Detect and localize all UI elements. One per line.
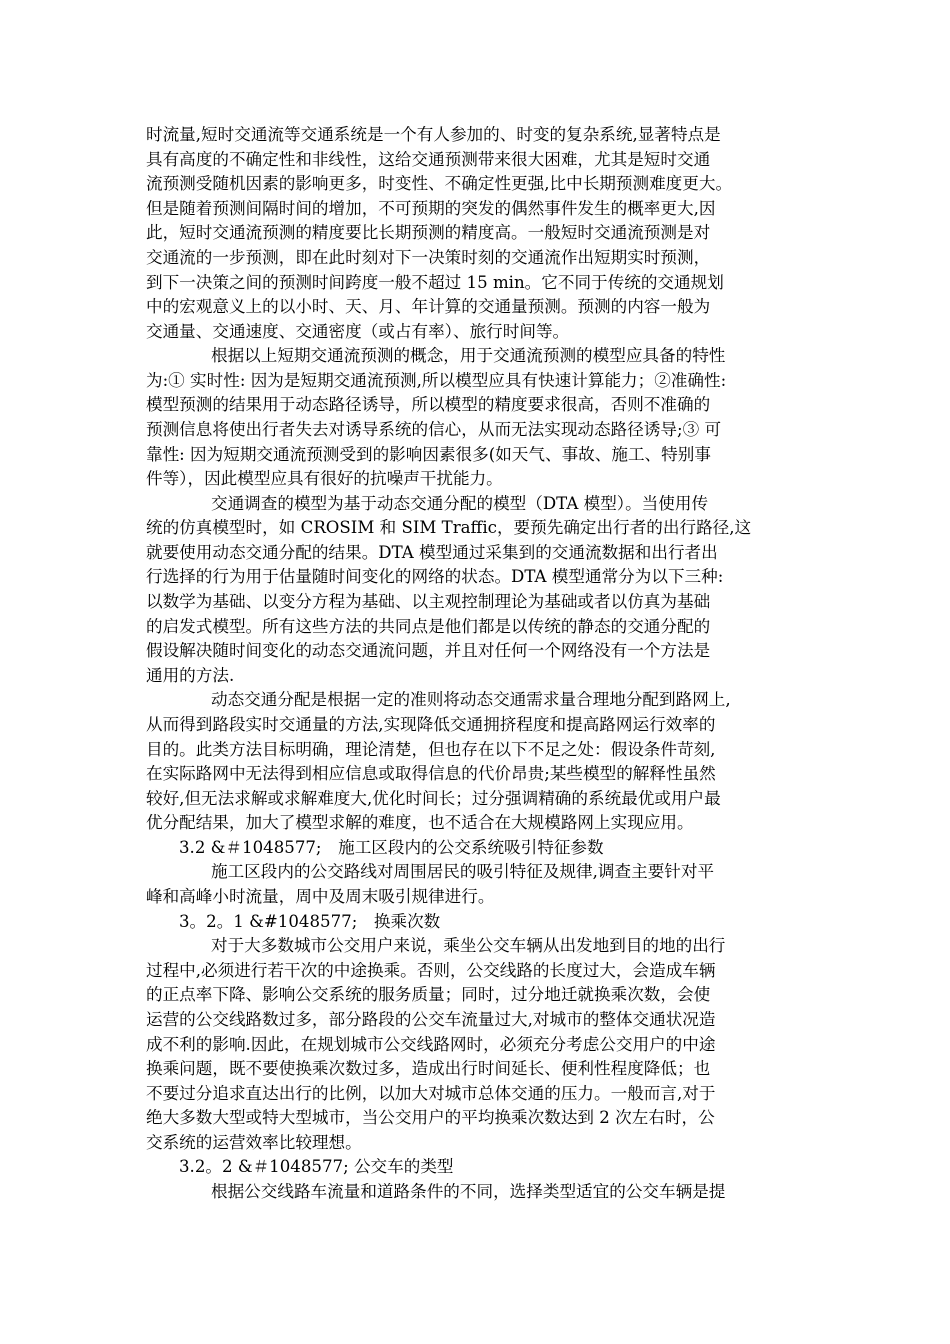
text-line: 流预测受随机因素的影响更多，时变性、不确定性更强,比中长期预测难度更大。 [146,174,733,193]
text-line: 具有高度的不确定性和非线性，这给交通预测带来很大困难，尤其是短时交通 [146,150,711,169]
text-line: 交系统的运营效率比较理想。 [146,1133,362,1152]
paragraph-first-line: 对于大多数城市公交用户来说，乘坐公交车辆从出发地到目的地的出行 [211,936,726,955]
text-line: 靠性: 因为短期交通流预测受到的影响因素很多(如天气、事故、施工、特别事 [146,445,711,464]
text-line: 的正点率下降、影响公交系统的服务质量；同时，过分地迁就换乘次数，会使 [146,985,711,1004]
text-line: 但是随着预测间隔时间的增加，不可预期的突发的偶然事件发生的概率更大,因 [146,199,716,218]
text-line: 模型预测的结果用于动态路径诱导，所以模型的精度要求很高，否则不准确的 [146,395,711,414]
text-line: 不要过分追求直达出行的比例，以加大对城市总体交通的压力。一般而言,对于 [146,1084,716,1103]
text-line: 件等），因此模型应具有很好的抗噪声干扰能力。 [146,469,503,488]
text-line: 为:① 实时性: 因为是短期交通流预测,所以模型应具有快速计算能力；②准确性: [146,371,727,390]
text-line: 就要使用动态交通分配的结果。DTA 模型通过采集到的交通流数据和出行者出 [146,543,718,562]
paragraph-first-line: 施工区段内的公交路线对周围居民的吸引特征及规律,调查主要针对平 [211,862,715,881]
text-line: 此，短时交通流预测的精度要比长期预测的精度高。一般短时交通流预测是对 [146,223,711,242]
text-line: 到下一决策之间的预测时间跨度一般不超过 15 min。它不同于传统的交通规划 [146,273,724,292]
text-line: 时流量,短时交通流等交通系统是一个有人参加的、时变的复杂系统,显著特点是 [146,125,721,144]
paragraph-first-line: 交通调查的模型为基于动态交通分配的模型（DTA 模型）。当使用传 [211,494,709,513]
text-line: 在实际路网中无法得到相应信息或取得信息的代价昂贵;某些模型的解释性虽然 [146,764,716,783]
text-line: 绝大多数大型或特大型城市，当公交用户的平均换乘次数达到 2 次左右时，公 [146,1108,715,1127]
text-line: 峰和高峰小时流量，周中及周末吸引规律进行。 [146,887,495,906]
text-line: 以数学为基础、以变分方程为基础、以主观控制理论为基础或者以仿真为基础 [146,592,711,611]
text-line: 统的仿真模型时，如 CROSIM 和 SIM Traffic，要预先确定出行者的出行路径,这 [146,518,752,537]
paragraph-first-line: 动态交通分配是根据一定的准则将动态交通需求量合理地分配到路网上, [211,690,731,709]
text-line: 优分配结果，加大了模型求解的难度，也不适合在大规模路网上实现应用。 [146,813,694,832]
section-heading: 3.2 &＃1048577; 施工区段内的公交系统吸引特征参数 [179,838,604,857]
text-line: 过程中,必须进行若干次的中途换乘。否则，公交线路的长度过大，会造成车辆 [146,961,716,980]
text-line: 成不利的影响.因此，在规划城市公交线路网时，必须充分考虑公交用户的中途 [146,1035,716,1054]
text-line: 的启发式模型。所有这些方法的共同点是他们都是以传统的静态的交通分配的 [146,617,711,636]
text-line: 目的。此类方法目标明确，理论清楚，但也存在以下不足之处：假设条件苛刻, [146,740,716,759]
subsection-heading: 3。2。1 &#1048577; 换乘次数 [179,912,441,931]
text-line: 运营的公交线路数过多，部分路段的公交车流量过大,对城市的整体交通状况造 [146,1010,716,1029]
text-line: 交通流的一步预测，即在此时刻对下一决策时刻的交通流作出短期实时预测， [146,248,711,267]
text-line: 中的宏观意义上的以小时、天、月、年计算的交通量预测。预测的内容一般为 [146,297,711,316]
text-line: 行选择的行为用于估量随时间变化的网络的状态。DTA 模型通常分为以下三种: [146,567,724,586]
text-line: 换乘问题，既不要使换乘次数过多，造成出行时间延长、便利性程度降低；也 [146,1059,711,1078]
paragraph-first-line: 根据公交线路车流量和道路条件的不同，选择类型适宜的公交车辆是提 [211,1182,726,1201]
paragraph-first-line: 根据以上短期交通流预测的概念，用于交通流预测的模型应具备的特性 [211,346,726,365]
subsection-heading: 3.2。2 &＃1048577; 公交车的类型 [179,1157,454,1176]
text-line: 预测信息将使出行者失去对诱导系统的信心，从而无法实现动态路径诱导;③ 可 [146,420,722,439]
text-line: 较好,但无法求解或求解难度大,优化时间长；过分强调精确的系统最优或用户最 [146,789,721,808]
text-line: 交通量、交通速度、交通密度（或占有率）、旅行时间等。 [146,322,570,341]
text-line: 假设解决随时间变化的动态交通流问题，并且对任何一个网络没有一个方法是 [146,641,711,660]
text-line: 从而得到路段实时交通量的方法,实现降低交通拥挤程度和提高路网运行效率的 [146,715,716,734]
text-line: 通用的方法. [146,666,235,685]
